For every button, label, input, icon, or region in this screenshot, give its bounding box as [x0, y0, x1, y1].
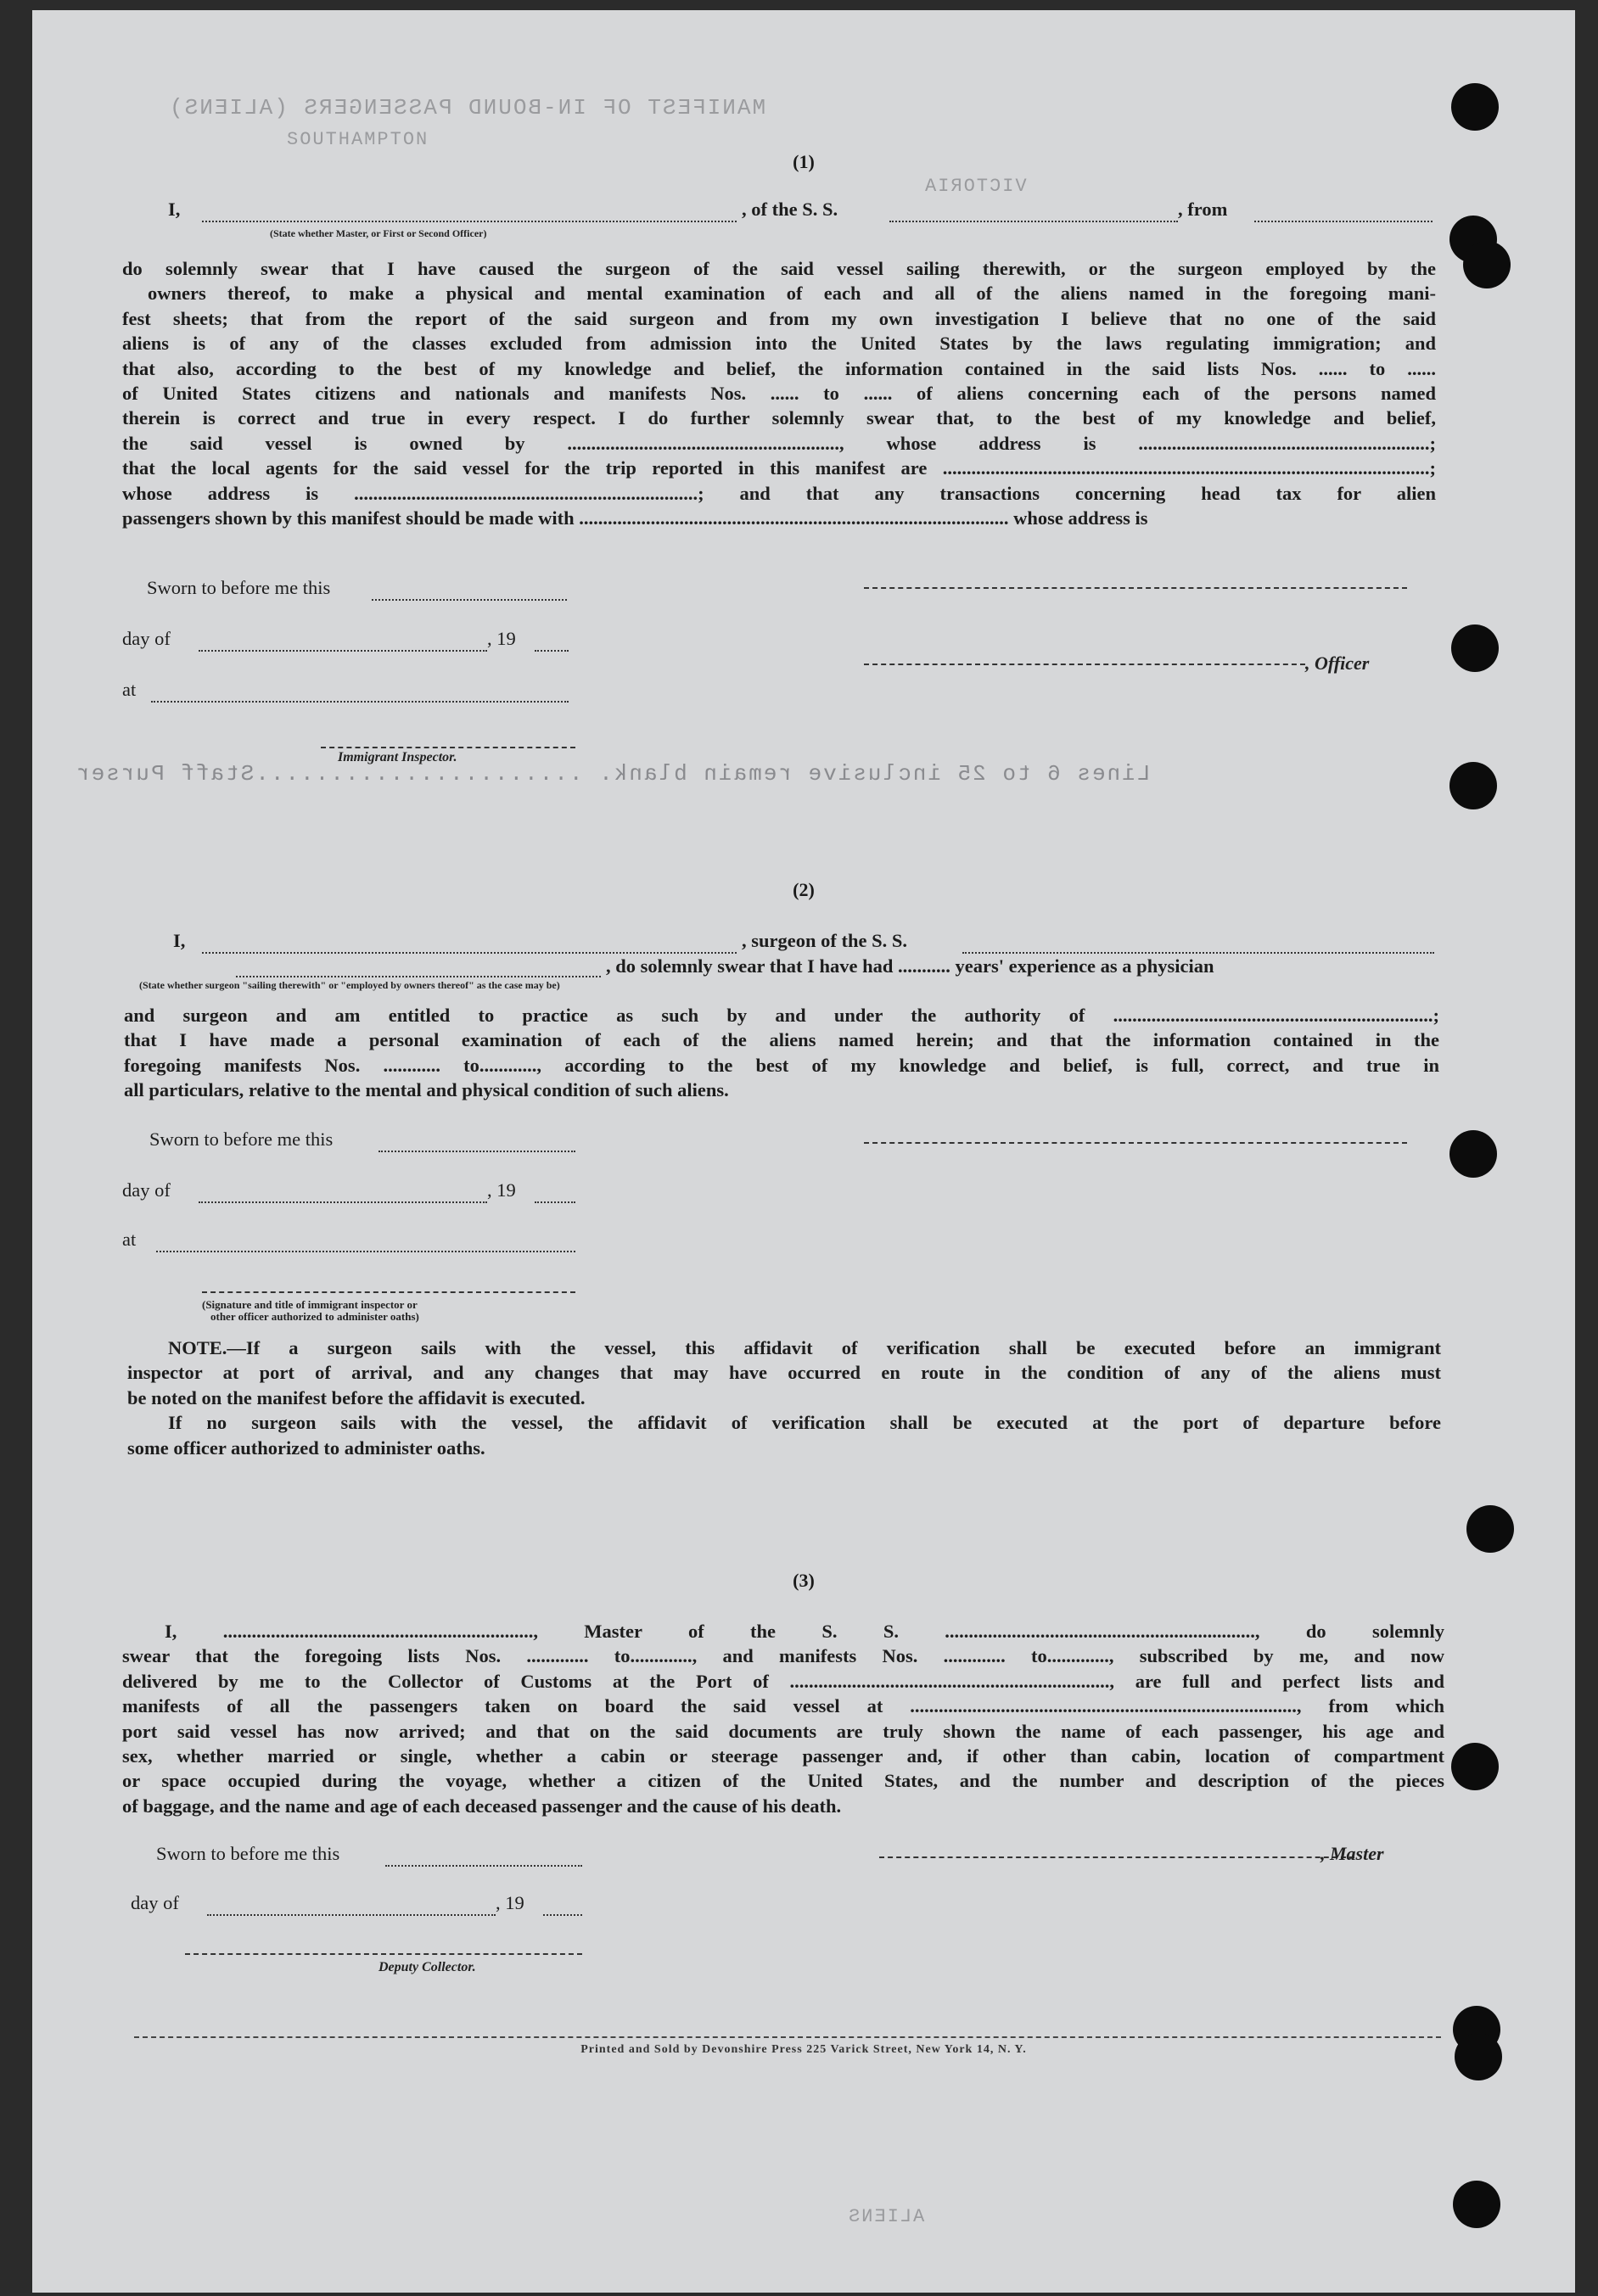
s1-line-i: I,: [168, 199, 181, 220]
s1-officer-note: (State whether Master, or First or Second Officer): [270, 227, 487, 239]
s2-inspector-signature-line[interactable]: [202, 1291, 575, 1293]
s3-day-field[interactable]: [207, 1901, 496, 1916]
s3-nineteen: , 19: [496, 1892, 524, 1913]
s1-year-field[interactable]: [535, 636, 569, 652]
s1-officer-field[interactable]: [202, 207, 737, 222]
manifest-page: [32, 10, 1575, 2293]
s1-ship-field[interactable]: [889, 207, 1178, 222]
s2-at: at: [122, 1229, 137, 1250]
s2-line-i: I,: [173, 930, 186, 951]
s1-para-line: whose address is ........................................................................; and that any transactions concerning head tax for alien: [122, 482, 1436, 504]
s2-year-field[interactable]: [535, 1188, 575, 1203]
section-2-number: (2): [793, 879, 815, 900]
s2-surgeon-note: (State whether surgeon "sailing therewith" or "employed by owners thereof" as the case may be): [139, 979, 560, 991]
s1-officer-caption: , Officer: [1305, 652, 1370, 674]
s3-sworn-field[interactable]: [385, 1851, 582, 1867]
s2-note-line: inspector at port of arrival, and any changes that may have occurred en route in the condition of any of the aliens must: [127, 1362, 1441, 1384]
s2-sig-caption-1: (Signature and title of immigrant inspector or: [202, 1298, 418, 1311]
printer-imprint: Printed and Sold by Devonshire Press 225 Varick Street, New York 14, N. Y.: [580, 2043, 1027, 2056]
s2-surgeon-type-field[interactable]: [236, 962, 601, 977]
s2-para-line: all particulars, relative to the mental and physical condition of such aliens.: [124, 1079, 729, 1101]
s1-inspector-caption: Immigrant Inspector.: [338, 750, 457, 764]
ghost-staff-purser: Lines 6 to 25 inclusive remain blank. ......................Staff Purser: [75, 761, 1151, 787]
s1-para-line: owners thereof, to make a physical and mental examination of each and all of the aliens named in the foregoing mani-: [148, 283, 1436, 305]
s2-sworn-field[interactable]: [378, 1137, 575, 1152]
s3-year-field[interactable]: [543, 1901, 582, 1916]
s3-collector-caption: Deputy Collector.: [378, 1960, 476, 1974]
s2-surgeon-name-field[interactable]: [202, 938, 737, 954]
punch-hole-5: [1449, 762, 1497, 809]
punch-hole-3: [1463, 241, 1511, 288]
footer-rule: [134, 2036, 1441, 2038]
punch-hole-6: [1449, 1130, 1497, 1178]
s1-para-line: fest sheets; that from the report of the said surgeon and from my own investigation I believe that no one of the said: [122, 307, 1436, 329]
s1-para-line: of United States citizens and nationals and manifests Nos. ...... to ...... of aliens concerning each of the persons named: [122, 383, 1436, 404]
s2-day-field[interactable]: [199, 1188, 487, 1203]
s3-para-line: sex, whether married or single, whether a cabin or steerage passenger and, if other than cabin, location of compartment: [122, 1745, 1444, 1767]
ghost-mid: SOUTHAMPTON: [287, 129, 429, 150]
s3-collector-signature-line[interactable]: [185, 1953, 582, 1955]
s2-note-line: NOTE.—If a surgeon sails with the vessel, this affidavit of verification shall be executed before an immigrant: [168, 1337, 1441, 1358]
section-1-number: (1): [793, 151, 815, 172]
s1-from: , from: [1178, 199, 1228, 220]
s1-sworn-field[interactable]: [372, 585, 567, 601]
s1-at-field[interactable]: [151, 687, 569, 703]
s2-surgeon-signature-line[interactable]: [864, 1142, 1407, 1144]
s3-master-signature-line[interactable]: [879, 1856, 1354, 1858]
s1-para-line: that also, according to the best of my knowledge and belief, the information contained in the said lists Nos. ...... to ......: [122, 357, 1436, 379]
s1-para-line: the said vessel is owned by ........................................................., whose address is .............................................................;: [122, 432, 1436, 454]
s2-note-line: be noted on the manifest before the affidavit is executed.: [127, 1386, 586, 1408]
s3-master-caption: , Master: [1320, 1843, 1384, 1864]
s1-para-line: passengers shown by this manifest should be made with .......................................................................................... whose address is: [122, 507, 1148, 529]
s2-sig-caption-2: other officer authorized to administer oaths): [210, 1310, 419, 1323]
s2-at-field[interactable]: [156, 1237, 575, 1252]
s1-at: at: [122, 679, 137, 700]
s1-para-line: do solemnly swear that I have caused the surgeon of the said vessel sailing therewith, or the surgeon employed by the: [122, 258, 1436, 279]
s2-day-of: day of: [122, 1179, 171, 1201]
punch-hole-8: [1451, 1743, 1499, 1790]
punch-hole-1: [1451, 83, 1499, 131]
s2-sworn: Sworn to before me this: [149, 1128, 334, 1150]
s3-para-line: swear that the foregoing lists Nos. ............. to............., and manifests Nos. ............. to............., subscribed by me, and now: [122, 1645, 1444, 1667]
s1-officer-signature-line[interactable]: [864, 664, 1305, 665]
s1-day-of: day of: [122, 628, 171, 649]
s3-para-line: I, ................................................................., Master of the S. S. ................................................................., do solemnly: [165, 1621, 1444, 1642]
punch-hole-11: [1453, 2181, 1500, 2228]
s3-para-line: delivered by me to the Collector of Customs at the Port of ..................................................................., are full and perfect lists and: [122, 1670, 1444, 1692]
s1-sworn: Sworn to before me this: [147, 577, 331, 598]
s3-para-line: of baggage, and the name and age of each deceased passenger and the cause of his death.: [122, 1795, 842, 1817]
s1-of-ss: , of the S. S.: [742, 199, 838, 220]
ghost-aliens: ALIENS: [847, 2206, 925, 2227]
s2-para-line: and surgeon and am entitled to practice as such by and under the authority of ...................................................................;: [124, 1005, 1439, 1026]
punch-hole-7: [1466, 1505, 1514, 1553]
s1-para-line: therein is correct and true in every respect. I do further solemnly swear that, to the best of my knowledge and belief,: [122, 407, 1436, 429]
s2-swear-line: , do solemnly swear that I have had ........... years' experience as a physician: [606, 955, 1214, 977]
s1-para-line: that the local agents for the said vessel for the trip reported in this manifest are ......................................................................................................;: [122, 457, 1436, 479]
punch-hole-10: [1455, 2033, 1502, 2080]
section-3-number: (3): [793, 1570, 815, 1591]
s1-para-line: aliens is of any of the classes excluded from admission into the United States by the laws regulating immigration; and: [122, 333, 1436, 355]
punch-hole-4: [1451, 624, 1499, 672]
s3-para-line: manifests of all the passengers taken on board the said vessel at ................................................................................., from which: [122, 1695, 1444, 1717]
s2-ship-field[interactable]: [962, 938, 1434, 954]
s2-nineteen: , 19: [487, 1179, 516, 1201]
s3-para-line: or space occupied during the voyage, whether a citizen of the United States, and the number and description of the pieces: [122, 1770, 1444, 1792]
s1-top-signature-line[interactable]: [864, 587, 1407, 589]
s1-from-field[interactable]: [1254, 207, 1433, 222]
s1-nineteen: , 19: [487, 628, 516, 649]
s2-para-line: that I have made a personal examination of each of the aliens named herein; and that the information contained in the: [124, 1029, 1439, 1051]
s2-note-line: some officer authorized to administer oaths.: [127, 1436, 485, 1459]
s2-surgeon-of-ss: , surgeon of the S. S.: [742, 930, 908, 951]
ghost-title: MANIFEST OF IN-BOUND PASSENGERS (ALIENS): [168, 95, 766, 120]
s1-day-field[interactable]: [199, 636, 487, 652]
s1-inspector-signature-line[interactable]: [321, 747, 575, 748]
s3-day-of: day of: [131, 1892, 179, 1913]
s2-para-line: foregoing manifests Nos. ............ to............, according to the best of my knowledge and belief, is full, correct, and true in: [124, 1054, 1439, 1076]
s3-para-line: port said vessel has now arrived; and that on the said documents are truly shown the name of each passenger, his age and: [122, 1720, 1444, 1742]
s2-note-line: If no surgeon sails with the vessel, the affidavit of verification shall be executed at the port of departure before: [168, 1412, 1441, 1434]
ghost-right: VICTORIA: [923, 176, 1027, 197]
s3-sworn: Sworn to before me this: [156, 1843, 340, 1864]
